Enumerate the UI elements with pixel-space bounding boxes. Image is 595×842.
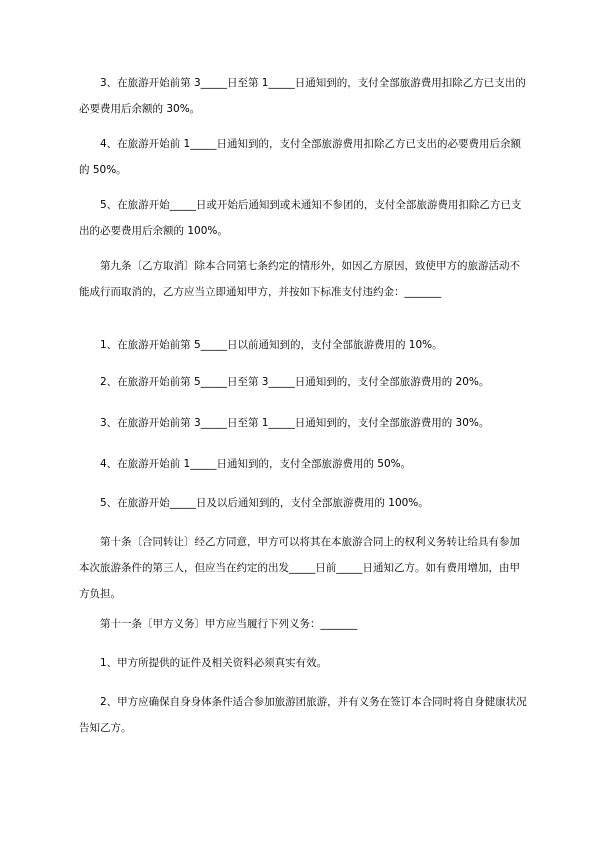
clause-10-paragraph: 第十条〔合同转让〕经乙方同意，甲方可以将其在本旅游合同上的权利义务转让给具有参加本次旅游条件的第三人，但应当在约定的出发_____日前_____日通知乙方。如有费用增加，由甲方负担。 <box>79 536 520 600</box>
clause-9-item-5: 5、在旅游开始_____日及以后通知到的，支付全部旅游费用的 100%。 <box>79 497 429 509</box>
clause-9-item-1: 1、在旅游开始前第 5_____日以前通知到的，支付全部旅游费用的 10%。 <box>79 339 443 351</box>
clause-9-heading: 第九条〔乙方取消〕除本合同第七条约定的情形外，如因乙方原因，致使甲方的旅游活动不能成行而取消的，乙方应当立即通知甲方，并按如下标准支付违约金：_______ <box>79 260 520 298</box>
clause-9-item-3: 3、在旅游开始前第 3_____日至第 1_____日通知到的，支付全部旅游费用的 30%。 <box>79 417 490 429</box>
clause-8-item-4: 4、在旅游开始前 1_____日通知到的，支付全部旅游费用扣除乙方已支出的必要费用后余额的 50%。 <box>79 138 521 176</box>
clause-9-item-4: 4、在旅游开始前 1_____日通知到的，支付全部旅游费用的 50%。 <box>79 458 412 470</box>
clause-8-item-3: 3、在旅游开始前第 3_____日至第 1_____日通知到的，支付全部旅游费用扣除乙方已支出的必要费用后余额的 30%。 <box>79 77 526 115</box>
clause-8-item-5: 5、在旅游开始_____日或开始后通知到或未通知不参团的，支付全部旅游费用扣除乙方已支出的必要费用后余额的 100%。 <box>79 199 522 237</box>
clause-9-item-2: 2、在旅游开始前第 5_____日至第 3_____日通知到的，支付全部旅游费用的 20%。 <box>79 376 490 388</box>
clause-11-item-1: 1、甲方所提供的证件及相关资料必须真实有效。 <box>79 657 328 669</box>
clause-11-heading: 第十一条〔甲方义务〕甲方应当履行下列义务：_______ <box>79 618 358 630</box>
clause-11-item-2: 2、甲方应确保自身身体条件适合参加旅游团旅游，并有义务在签订本合同时将自身健康状况告知乙方。 <box>79 696 527 734</box>
